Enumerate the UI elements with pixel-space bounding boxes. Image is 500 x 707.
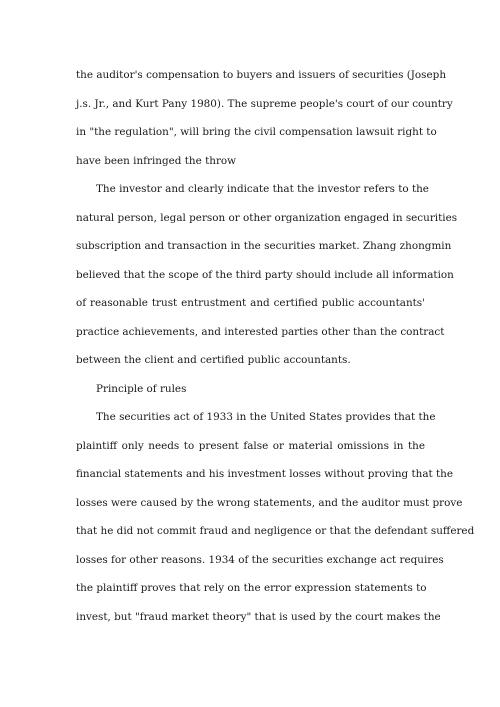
- text-line: subscription and transaction in the securities market. Zhang zhongmin: [76, 240, 452, 252]
- text-line: losses were caused by the wrong statements, and the auditor must prove: [76, 497, 463, 509]
- text-line: plaintiff only needs to present false or material omissions in the: [76, 440, 425, 452]
- text-line: in "the regulation", will bring the civil compensation lawsuit right to: [76, 126, 437, 138]
- text-line: j.s. Jr., and Kurt Pany 1980). The supreme people's court of our country: [76, 98, 453, 110]
- text-line: the auditor's compensation to buyers and issuers of securities (Joseph: [76, 69, 447, 81]
- text-line: believed that the scope of the third party should include all information: [76, 269, 454, 281]
- text-line: that he did not commit fraud and negligence or that the defendant suffered: [76, 525, 475, 537]
- text-line: financial statements and his investment losses without proving that the: [76, 468, 454, 480]
- paragraph-first-line: The securities act of 1933 in the United States provides that the: [96, 411, 436, 423]
- text-line: practice achievements, and interested parties other than the contract: [76, 326, 445, 338]
- text-line: the plaintiff proves that rely on the error expression statements to: [76, 582, 427, 594]
- text-line: losses for other reasons. 1934 of the securities exchange act requires: [76, 554, 444, 566]
- text-line: between the client and certified public accountants.: [76, 354, 351, 366]
- paragraph-first-line: The investor and clearly indicate that the investor refers to the: [96, 183, 429, 195]
- text-line: natural person, legal person or other organization engaged in securities: [76, 212, 458, 224]
- text-line: invest, but "fraud market theory" that is used by the court makes the: [76, 611, 441, 623]
- text-line: have been infringed the throw: [76, 155, 237, 167]
- section-heading: Principle of rules: [96, 383, 187, 395]
- text-line: of reasonable trust entrustment and certified public accountants': [76, 297, 425, 309]
